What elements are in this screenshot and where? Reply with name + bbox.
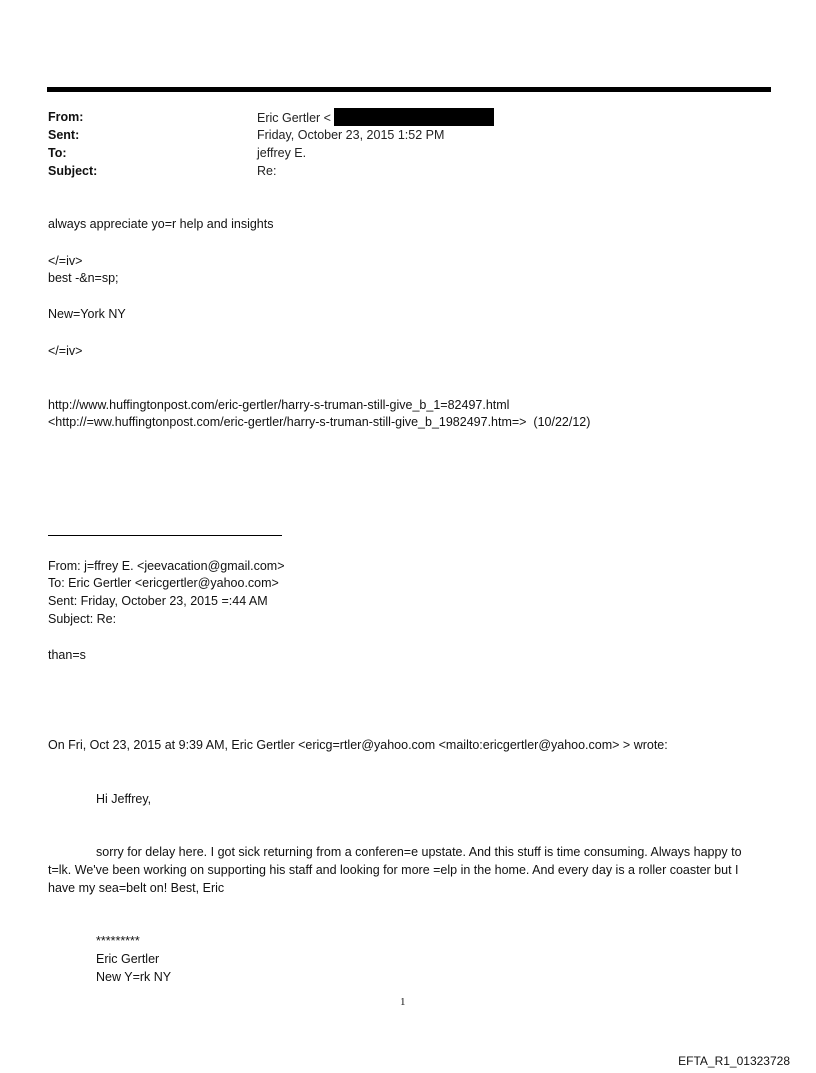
body-line-4: New=York NY — [48, 307, 126, 321]
signature-stars: ********* — [96, 934, 140, 948]
signature-city: New Y=rk NY — [96, 970, 172, 984]
to-row — [48, 144, 748, 162]
from-name: Eric Gertler < — [257, 111, 331, 125]
body-line-2: </=iv> — [48, 254, 83, 268]
quoted-to: To: Eric Gertler <ericgertler@yahoo.com> — [48, 576, 279, 590]
signature-name: Eric Gertler — [96, 952, 160, 966]
subject-value: Re: — [257, 164, 277, 178]
page-number: 1 — [400, 996, 406, 1008]
quoted-text: than=s — [48, 648, 86, 662]
subject-label: Subject: — [48, 164, 98, 178]
quoted-paragraph: sorry for delay here. I got sick returning from a conferen=e upstate. And this stuff is time consuming. Always happy to t=lk. We've been working on supporting his staff and looking for more =elp in the home. And every day is a roller coaster but I have my sea=belt on! Best, Eric — [48, 845, 742, 895]
from-label: From: — [48, 110, 84, 124]
sent-row — [48, 126, 748, 144]
quoted-wrote-line: On Fri, Oct 23, 2015 at 9:39 AM, Eric Gertler <ericg=rtler@yahoo.com <mailto:ericgertler@yahoo.com> > wrote: — [48, 738, 668, 752]
document-id: EFTA_R1_01323728 — [678, 1054, 790, 1068]
sent-label: Sent: — [48, 128, 80, 142]
body-line-3: best -&n=sp; — [48, 271, 119, 285]
quoted-subject: Subject: Re: — [48, 612, 117, 626]
top-rule — [47, 87, 771, 92]
body-line-5: </=iv> — [48, 344, 83, 358]
quoted-greeting: Hi Jeffrey, — [96, 792, 152, 806]
body-line-1: always appreciate yo=r help and insights — [48, 217, 274, 231]
redaction-box — [334, 108, 494, 126]
body-link-2[interactable]: <http://=ww.huffingtonpost.com/eric-gertler/harry-s-truman-still-give_b_1982497.htm=> (10/22/12) — [48, 415, 591, 429]
from-value — [257, 108, 494, 126]
body-link-1[interactable]: http://www.huffingtonpost.com/eric-gertler/harry-s-truman-still-give_b_1=82497.html — [48, 398, 510, 412]
quoted-from: From: j=ffrey E. <jeevacation@gmail.com> — [48, 559, 285, 573]
sent-value: Friday, October 23, 2015 1:52 PM — [257, 128, 445, 142]
from-row — [48, 108, 748, 126]
to-value: jeffrey E. — [257, 146, 307, 160]
to-label: To: — [48, 146, 67, 160]
quoted-sent: Sent: Friday, October 23, 2015 =:44 AM — [48, 594, 268, 608]
quote-separator — [48, 535, 282, 536]
email-header — [48, 108, 748, 180]
subject-row — [48, 162, 748, 180]
